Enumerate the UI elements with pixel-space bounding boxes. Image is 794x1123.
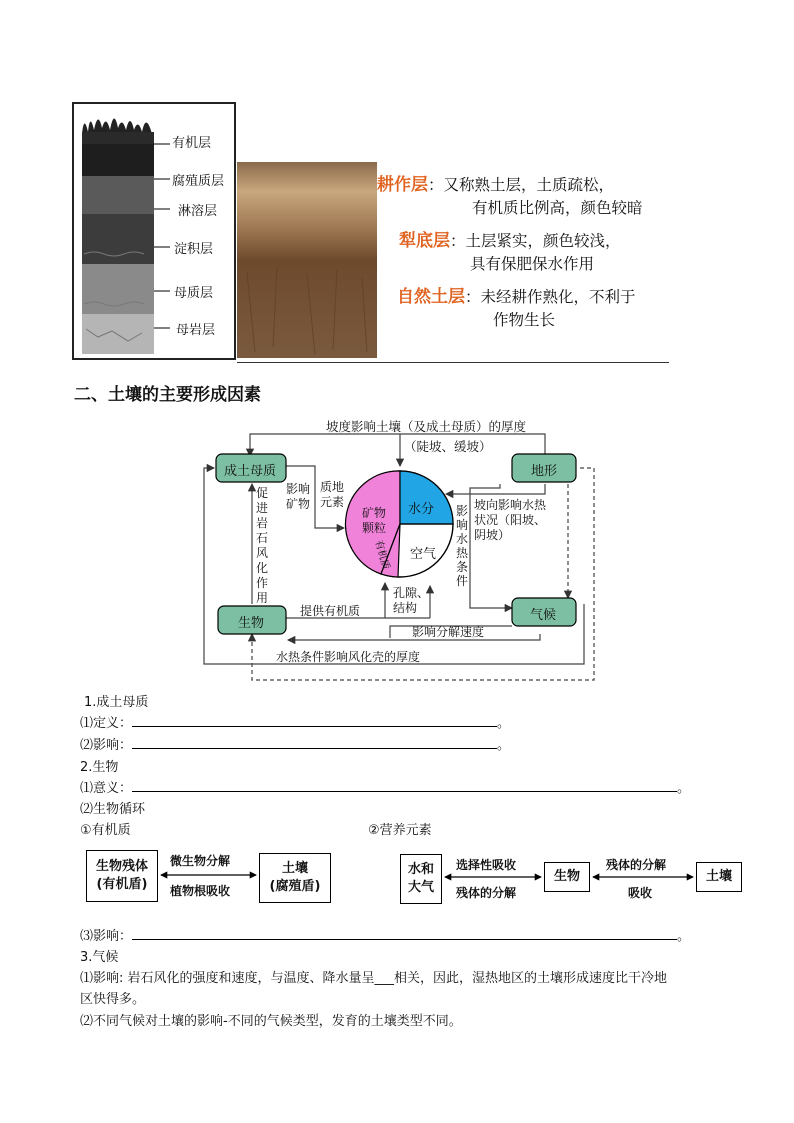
q2-meaning-label: ⑴意义： (80, 781, 133, 796)
label-influence-mineral: 影响 矿物 (286, 482, 311, 511)
label-affect-water-heat: 影 响 水 热 条 件 (456, 504, 469, 588)
label-provide-organic: 提供有机质 (300, 604, 361, 618)
layer-label-parent: 母质层 (174, 286, 214, 301)
box-label-biology: 生物 (238, 616, 265, 631)
cycle-a-double-arrow (158, 868, 259, 882)
layer-name-natural: 自然土层 (397, 287, 465, 307)
label-slope-kinds: （陡坡、缓坡） (404, 439, 492, 454)
cycle-b-bottom2-label: 吸收 (628, 886, 653, 900)
layer-label-bedrock: 母岩层 (176, 323, 216, 338)
soil-profile-photo-left (72, 102, 236, 360)
label-promote-weathering: 促 进 岩 石 风 化 作 用 (256, 486, 269, 605)
period: 。 (497, 716, 511, 731)
cycle-a-organic-box: 生物残体 (有机盾) (86, 850, 158, 902)
label-decomposition-speed: 影响分解速度 (412, 625, 485, 639)
layer-desc-natural (397, 286, 636, 332)
farmland-soil-illustration (237, 162, 377, 358)
q2-influence (80, 925, 690, 944)
layer-label-illuvial: 淀积层 (174, 242, 214, 257)
q1-definition-label: ⑴定义： (80, 716, 133, 731)
soil-profile-photo-right (237, 160, 669, 360)
q3-title: 3.气候 (80, 950, 119, 965)
layer-name-plowpan: 犁底层 (399, 231, 450, 251)
cycle-b-air-box: 水和 大气 (400, 854, 442, 904)
blank-q2-influence[interactable] (132, 927, 677, 940)
period: 。 (497, 738, 511, 753)
pie-label-mineral: 矿物 颗粒 (362, 506, 387, 535)
label-pores-structure: 孔隙、 结构 (393, 586, 430, 615)
layer-desc-plowpan-1: ：土层紧实，颜色较浅， (450, 232, 621, 250)
layer-label-organic: 有机层 (172, 136, 212, 151)
layer-label-humus: 腐殖质层 (172, 174, 225, 189)
label-texture-elements: 质地 元素 (320, 480, 345, 509)
label-slope-aspect: 坡向影响水热 状况（阳坡、 阴坡） (474, 498, 547, 542)
layer-desc-tillage (377, 174, 643, 220)
box-label-parent: 成土母质 (224, 464, 277, 479)
q2-influence-label: ⑶影响： (80, 929, 133, 944)
layer-desc-plowpan-2: 具有保肥保水作用 (470, 255, 595, 273)
q1-definition (80, 712, 510, 731)
q3-climate-types: ⑵不同气候对土壤的影响-不同的气候类型，发育的土壤类型不同。 (80, 1014, 462, 1029)
cycle-b-top1-label: 选择性吸收 (456, 858, 517, 872)
box-label-climate: 气候 (530, 608, 557, 623)
layer-desc-plowpan (399, 230, 621, 276)
section-heading: 二、土壤的主要形成因素 (74, 385, 261, 405)
cycle-a-title: ①有机质 (80, 823, 131, 838)
q3-influence: ⑴影响: 岩石风化的强度和速度，与温度、降水量呈___相关，因此，湿热地区的土壤形成速度比干冷地 (80, 971, 668, 986)
pie-label-water: 水分 (408, 502, 435, 517)
layer-desc-tillage-2: 有机质比例高，颜色较暗 (472, 199, 643, 217)
q1-title: 1.成土母质 (84, 695, 149, 710)
layer-name-tillage: 耕作层 (377, 175, 428, 195)
cycle-a-bottom-label: 植物根吸收 (170, 884, 231, 898)
layer-desc-natural-2: 作物生长 (493, 311, 556, 329)
label-slope-thickness: 坡度影响土壤（及成土母质）的厚度 (326, 419, 527, 434)
box-label-terrain: 地形 (531, 464, 558, 479)
q2-meaning (80, 777, 690, 796)
diagram-labels (200, 408, 600, 684)
q3-influence-cont: 区快得多。 (80, 992, 146, 1007)
period: 。 (677, 781, 691, 796)
q1-influence (80, 734, 510, 753)
cycle-b-top2-label: 残体的分解 (606, 858, 667, 872)
divider-line (237, 362, 669, 363)
blank-q1-definition[interactable] (132, 714, 497, 727)
pie-label-air: 空气 (410, 547, 437, 562)
layer-label-eluvial: 淋溶层 (178, 204, 218, 219)
layer-desc-natural-1: ：未经耕作熟化，不利于 (465, 288, 636, 306)
cycle-b-bottom1-label: 残体的分解 (456, 886, 517, 900)
layer-desc-tillage-1: ：又称熟土层，土质疏松， (428, 176, 615, 194)
q2-title: 2.生物 (80, 760, 119, 775)
period: 。 (677, 929, 691, 944)
blank-q2-meaning[interactable] (132, 779, 677, 792)
cycle-b-soil-box: 土壤 (696, 862, 742, 892)
label-weathering-thickness: 水热条件影响风化壳的厚度 (276, 650, 421, 664)
cycle-a-humus-box: 土壤 (腐殖盾) (259, 853, 331, 903)
cycle-b-biology-box: 生物 (544, 862, 590, 892)
pie-label-organic: 有机质 (372, 539, 391, 571)
cycle-b-title: ②营养元素 (368, 823, 432, 838)
q2-cycle: ⑵生物循环 (80, 802, 146, 817)
blank-q1-influence[interactable] (132, 736, 497, 749)
q1-influence-label: ⑵影响： (80, 738, 133, 753)
cycle-a-top-label: 微生物分解 (170, 854, 231, 868)
